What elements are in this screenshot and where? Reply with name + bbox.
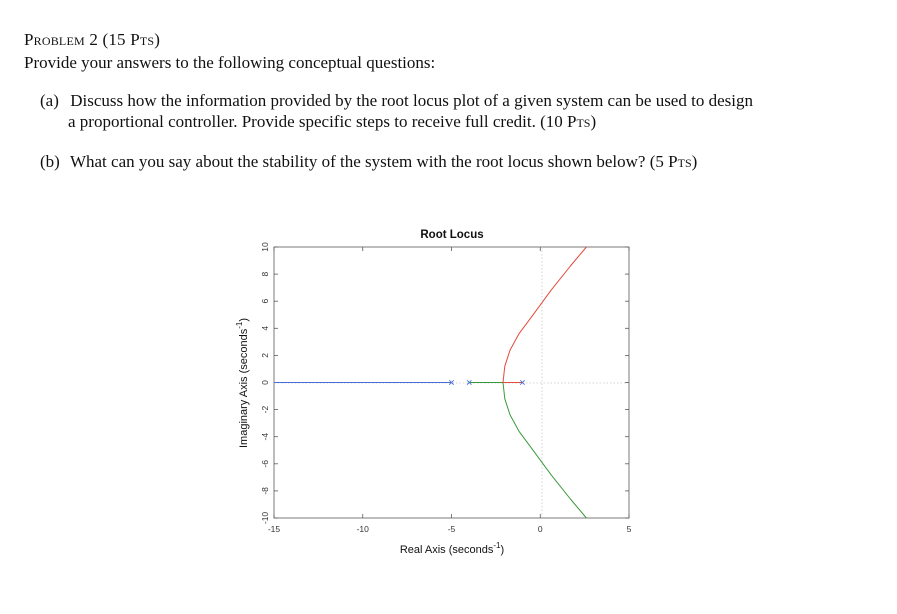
- question-b-letter: (b): [40, 152, 60, 171]
- x-tick-label: 5: [626, 524, 632, 534]
- problem-label-rest: roblem: [33, 30, 85, 49]
- question-b-points-close: ): [691, 152, 698, 171]
- y-axis-label-close: ): [238, 317, 250, 322]
- y-tick-label: -4: [260, 432, 270, 441]
- y-tick-label: -2: [260, 405, 270, 414]
- x-tick-label: -5: [447, 524, 456, 534]
- y-tick-label: 10: [260, 242, 270, 252]
- question-b-points-initial: P: [668, 152, 678, 171]
- problem-points-open: (15: [102, 30, 131, 49]
- x-axis-label-close: ): [500, 544, 505, 556]
- question-a-line2: [40, 111, 880, 132]
- y-tick-label: 0: [260, 380, 270, 385]
- question-a-text1: Discuss how the information provided by the root locus plot of a given system can be used to design: [70, 91, 753, 110]
- question-a-points-close: ): [590, 112, 597, 131]
- problem-number: 2: [89, 30, 99, 49]
- y-tick-label: -6: [260, 460, 270, 468]
- chart-title: Root Locus: [420, 229, 484, 241]
- question-b-text: What can you say about the stability of the system with the root locus shown below? (5: [69, 152, 669, 171]
- x-tick-label: -15: [267, 524, 281, 534]
- question-b: [40, 151, 880, 172]
- x-axis-label-sup: -1: [493, 541, 501, 550]
- problem-points-initial: P: [130, 30, 140, 49]
- y-axis-label-text: Imaginary Axis (seconds: [238, 328, 250, 449]
- problem-heading: [24, 30, 160, 50]
- x-axis-label-text: Real Axis (seconds: [399, 544, 494, 556]
- y-tick-label: 6: [260, 298, 270, 304]
- question-a-points-initial: P: [566, 112, 577, 131]
- y-axis-label: [235, 318, 250, 448]
- y-axis-label-sup: -1: [235, 321, 244, 329]
- y-tick-label: -8: [260, 487, 270, 495]
- problem-points-rest: ts: [139, 30, 155, 49]
- question-a-text2: a proportional controller. Provide specific steps to receive full credit. (10: [68, 112, 567, 131]
- question-a: [40, 90, 880, 132]
- y-tick-label: 8: [260, 271, 270, 277]
- root-locus-chart: [228, 222, 648, 574]
- problem-points-close: ): [154, 30, 161, 49]
- x-axis-label: [400, 541, 504, 556]
- problem-intro: Provide your answers to the following conceptual questions:: [24, 53, 436, 72]
- x-tick-label: -10: [356, 524, 369, 534]
- x-tick-label: 0: [537, 524, 543, 534]
- question-a-points-rest: ts: [576, 112, 591, 131]
- question-a-line1: [40, 90, 880, 111]
- y-tick-label: 2: [260, 353, 270, 358]
- y-tick-label: -10: [260, 511, 270, 525]
- question-a-letter: (a): [40, 91, 59, 110]
- question-b-points-rest: ts: [677, 152, 692, 171]
- problem-label-initial: P: [24, 30, 34, 49]
- y-tick-label: 4: [260, 325, 270, 331]
